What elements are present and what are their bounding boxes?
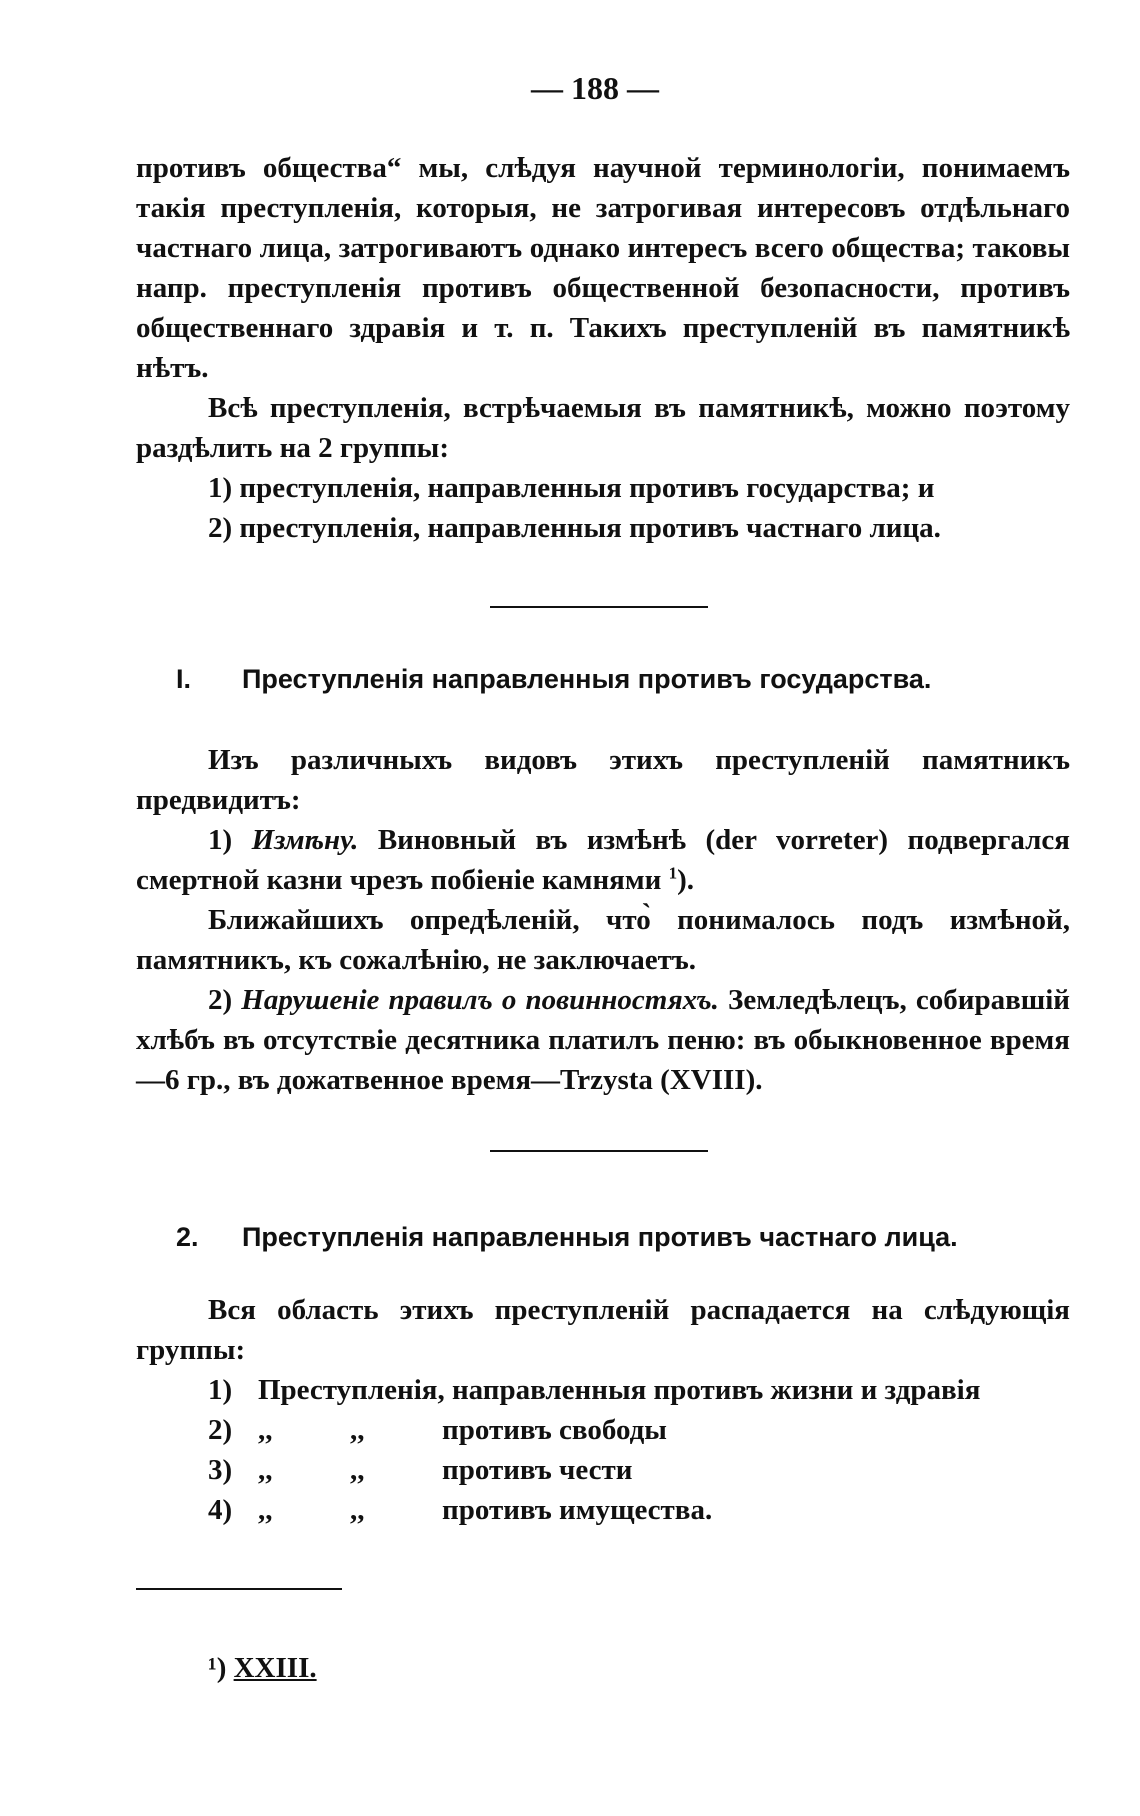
crime-group-number: 1): [208, 1374, 233, 1406]
footnote-rule: [136, 1588, 342, 1590]
section-1-heading: [176, 664, 1076, 695]
item-2-title: Нарушеніе правилъ о повинностяхъ.: [241, 984, 719, 1016]
crime-group-text: Преступленія, направленныя противъ жизни и здравія: [258, 1374, 981, 1406]
page-number: — 188 —: [531, 70, 659, 106]
ditto-mark: ,,: [350, 1454, 365, 1486]
crime-group-text: противъ чести: [442, 1454, 633, 1486]
crime-group-number: 4): [208, 1494, 233, 1526]
footnote-reference: 1: [668, 863, 678, 883]
section-2-paragraph-1: Вся область этихъ преступленій распадается на слѣдующія группы:: [136, 1294, 1070, 1366]
item-1-end: ).: [677, 864, 694, 896]
section-divider-2: [490, 1150, 708, 1152]
section-1-title: Преступленія направленныя противъ государства.: [242, 664, 932, 694]
section-1-paragraph-2: Ближайшихъ опредѣленій, что̀ понималось подъ измѣной, памятникъ, къ сожалѣнію, не заключаетъ.: [136, 904, 1070, 976]
crime-group-number: 3): [208, 1454, 233, 1486]
crime-group-4: [136, 1490, 1070, 1530]
item-1-title: Измѣну.: [251, 824, 359, 856]
ditto-mark: ,,: [350, 1414, 365, 1446]
crime-group-3: [136, 1450, 1070, 1490]
intro-paragraph-2: Всѣ преступленія, встрѣчаемыя въ памятникѣ, можно поэтому раздѣлить на 2 группы:: [136, 392, 1070, 464]
crime-group-text: противъ имущества.: [442, 1494, 713, 1526]
crime-group-2: [136, 1410, 1070, 1450]
section-1-item-2: [136, 980, 1070, 1100]
item-1-number: 1): [208, 824, 233, 856]
footnote-text: XXIII.: [233, 1652, 317, 1684]
section-2-body: [136, 1290, 1070, 1530]
section-1-paragraph-1: Изъ различныхъ видовъ этихъ преступленій памятникъ предвидитъ:: [136, 744, 1070, 816]
item-1-text: Виновный въ измѣнѣ (der vorreter) подвергался смертной казни чрезъ побіеніе камнями: [136, 824, 1070, 896]
crime-group-number: 2): [208, 1414, 233, 1446]
intro-paragraph-1: противъ общества“ мы, слѣдуя научной терминологіи, понимаемъ такія преступленія, которыя, не затрогивая интересовъ отдѣльнаго частнаго лица, затрогиваютъ однако интересъ всего общества; таковы напр. преступленія противъ общественной безопасности, противъ общественнаго здравія и т. п. Такихъ преступленій въ памятникѣ нѣтъ.: [136, 152, 1070, 384]
section-divider-1: [490, 606, 708, 608]
item-2-text: Земледѣлецъ, собиравшій хлѣбъ въ отсутствіе десятника платилъ пеню: въ обыкновенное время—6 гр., въ дожатвенное время—Trzysta (XVIII).: [136, 984, 1070, 1096]
section-1-number: I.: [176, 664, 192, 694]
crime-group-text: противъ свободы: [442, 1414, 667, 1446]
group-item-1: 1) преступленія, направленныя противъ государства; и: [208, 472, 935, 504]
intro-block: [136, 148, 1070, 548]
crime-group-1: [136, 1370, 1070, 1410]
section-2-number: 2.: [176, 1222, 199, 1252]
ditto-mark: ,,: [350, 1494, 365, 1526]
item-2-number: 2): [208, 984, 233, 1016]
ditto-mark: ,,: [258, 1494, 273, 1526]
ditto-mark: ,,: [258, 1414, 273, 1446]
footnote-mark: ¹): [208, 1652, 227, 1684]
footnote: [208, 1652, 317, 1685]
section-2-heading: [176, 1222, 1076, 1253]
group-item-2: 2) преступленія, направленныя противъ частнаго лица.: [208, 512, 941, 544]
section-2-title: Преступленія направленныя противъ частнаго лица.: [242, 1222, 958, 1252]
section-1-item-1: [136, 820, 1070, 900]
section-1-body: [136, 740, 1070, 1100]
ditto-mark: ,,: [258, 1454, 273, 1486]
